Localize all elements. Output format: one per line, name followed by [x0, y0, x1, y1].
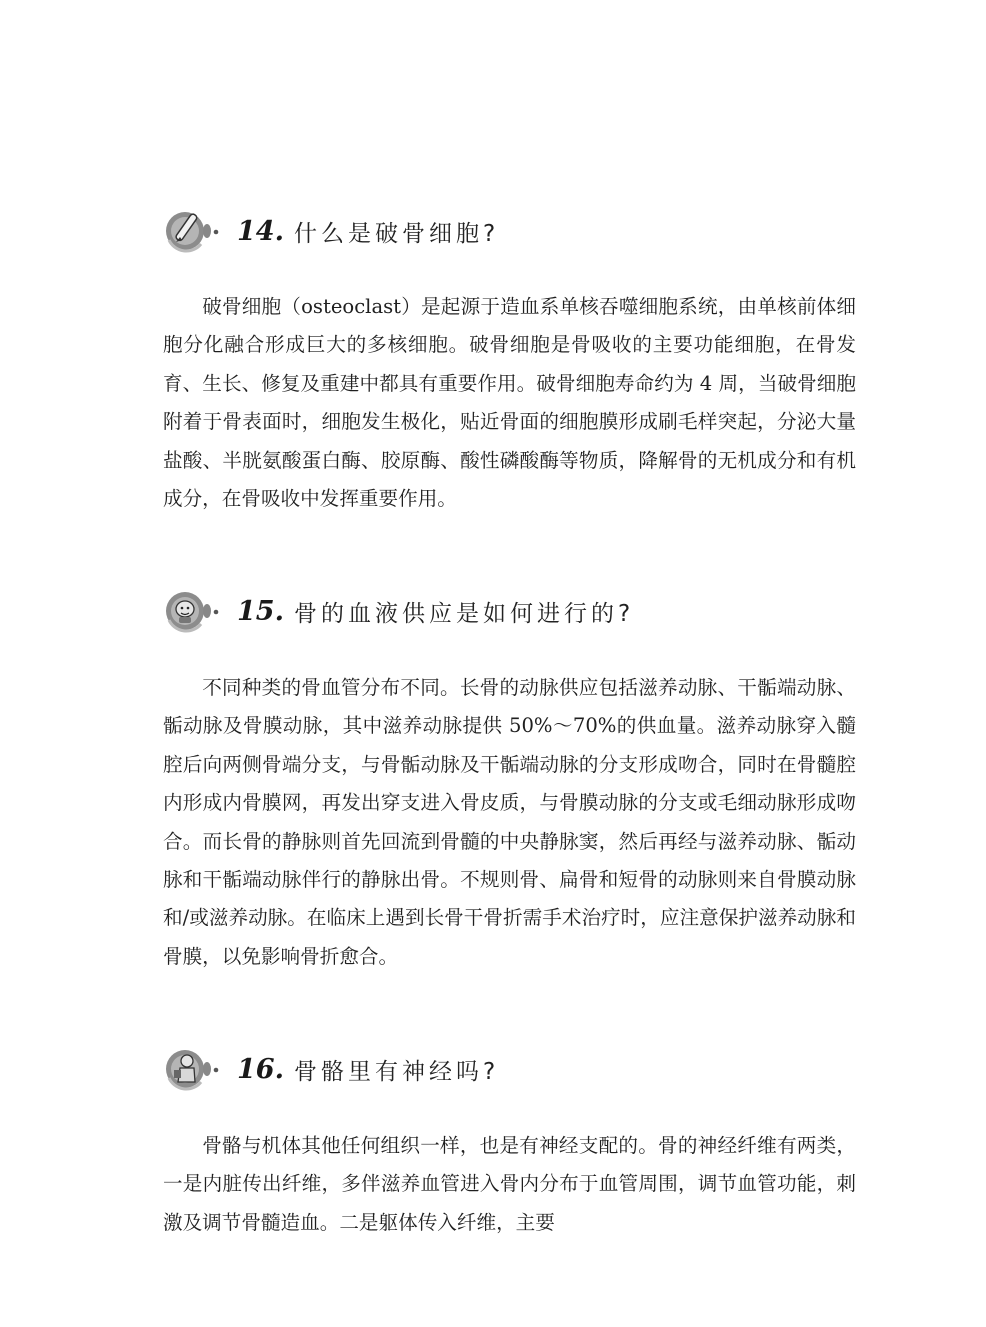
- question-heading-15: [163, 586, 634, 636]
- question-title: 骨骼里有神经吗?: [293, 1058, 500, 1085]
- question-title: 什么是破骨细胞?: [293, 220, 500, 247]
- cartoon-figure-icon: [163, 1044, 221, 1094]
- question-heading-16: [163, 1044, 499, 1094]
- section-body: 破骨细胞（osteoclast）是起源于造血系单核吞噬细胞系统，由单核前体细胞分化融合形成巨大的多核细胞。破骨细胞是骨吸收的主要功能细胞，在骨发育、生长、修复及重建中都具有重要作用。破骨细胞寿命约为 4 周，当破骨细胞附着于骨表面时，细胞发生极化，贴近骨面的细胞膜形成刷毛样突起，分泌大量盐酸、半胱氨酸蛋白酶、胶原酶、酸性磷酸酶等物质，降解骨的无机成分和有机成分，在骨吸收中发挥重要作用。: [163, 295, 856, 511]
- section-body: 骨骼与机体其他任何组织一样，也是有神经支配的。骨的神经纤维有两类，一是内脏传出纤维，多伴滋养血管进入骨内分布于血管周围，调节血管功能，刺激及调节骨髓造血。二是躯体传入纤维，主要: [163, 1134, 856, 1234]
- cartoon-face-icon: [163, 586, 221, 636]
- section-body: 不同种类的骨血管分布不同。长骨的动脉供应包括滋养动脉、干骺端动脉、骺动脉及骨膜动脉，其中滋养动脉提供 50%～70%的供血量。滋养动脉穿入髓腔后向两侧骨端分支，与骨骺动脉及干骺端动脉的分支形成吻合，同时在骨髓腔内形成内骨膜网，再发出穿支进入骨皮质，与骨膜动脉的分支或毛细动脉形成吻合。而长骨的静脉则首先回流到骨髓的中央静脉窦，然后再经与滋养动脉、骺动脉和干骺端动脉伴行的静脉出骨。不规则骨、扁骨和短骨的动脉则来自骨膜动脉和/或滋养动脉。在临床上遇到长骨干骨折需手术治疗时，应注意保护滋养动脉和骨膜，以免影响骨折愈合。: [163, 676, 856, 968]
- question-number: 15.: [237, 595, 284, 627]
- pen-icon: [163, 206, 221, 256]
- question-number: 14.: [237, 215, 284, 247]
- question-title: 骨的血液供应是如何进行的?: [293, 600, 635, 627]
- question-number: 16.: [237, 1053, 284, 1085]
- question-heading-14: [163, 206, 499, 256]
